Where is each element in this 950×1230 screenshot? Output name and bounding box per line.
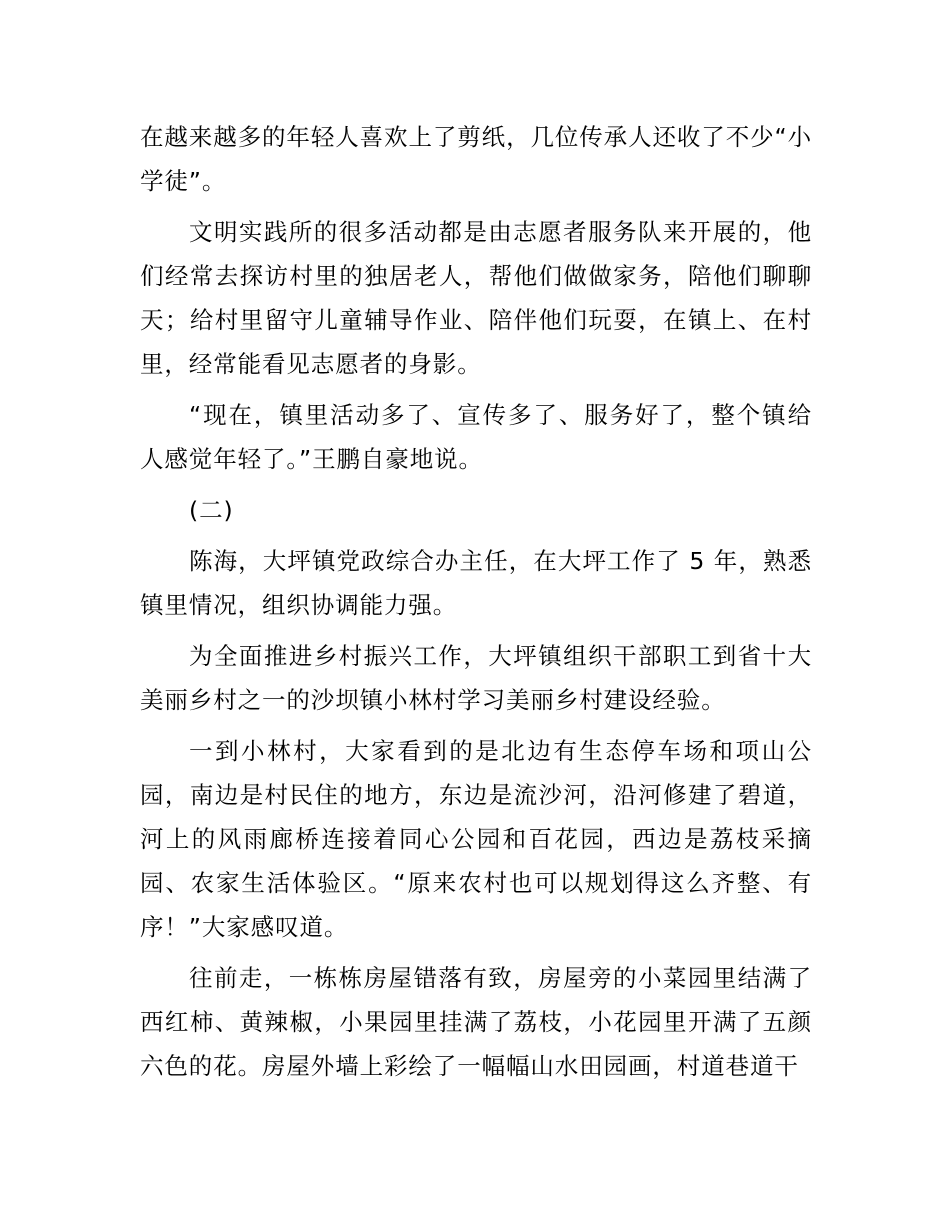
paragraph-volunteers: 文明实践所的很多活动都是由志愿者服务队来开展的，他们经常去探访村里的独居老人，帮他们做做家务，陪他们聊聊天；给村里留守儿童辅导作业、陪伴他们玩耍，在镇上、在村里，经常能看见志愿者的身影。: [140, 218, 812, 378]
paragraph-xiaolin-layout: 一到小林村，大家看到的是北边有生态停车场和项山公园，南边是村民住的地方，东边是流沙河，沿河修建了碧道，河上的风雨廊桥连接着同心公园和百花园，西边是荔枝采摘园、农家生活体验区。“原来农村也可以规划得这么齐整、有序！”大家感叹道。: [140, 737, 812, 941]
paragraph-study-trip: 为全面推进乡村振兴工作，大坪镇组织干部职工到省十大美丽乡村之一的沙坝镇小林村学习美丽乡村建设经验。: [140, 642, 812, 714]
section-heading: (二): [189, 496, 234, 524]
paragraph-continuation: 在越来越多的年轻人喜欢上了剪纸，几位传承人还收了不少“小学徒”。: [140, 123, 812, 195]
paragraph-chenhai: 陈海，大坪镇党政综合办主任，在大坪工作了 5 年，熟悉镇里情况，组织协调能力强。: [140, 547, 812, 619]
document-body: [140, 115, 812, 1095]
paragraph-houses: 往前走，一栋栋房屋错落有致，房屋旁的小菜园里结满了西红柿、黄辣椒，小果园里挂满了荔枝，小花园里开满了五颜六色的花。房屋外墙上彩绘了一幅幅山水田园画，村道巷道干: [140, 964, 812, 1080]
paragraph-quote-wangpeng: “现在，镇里活动多了、宣传多了、服务好了，整个镇给人感觉年轻了。”王鹏自豪地说。: [140, 401, 812, 473]
